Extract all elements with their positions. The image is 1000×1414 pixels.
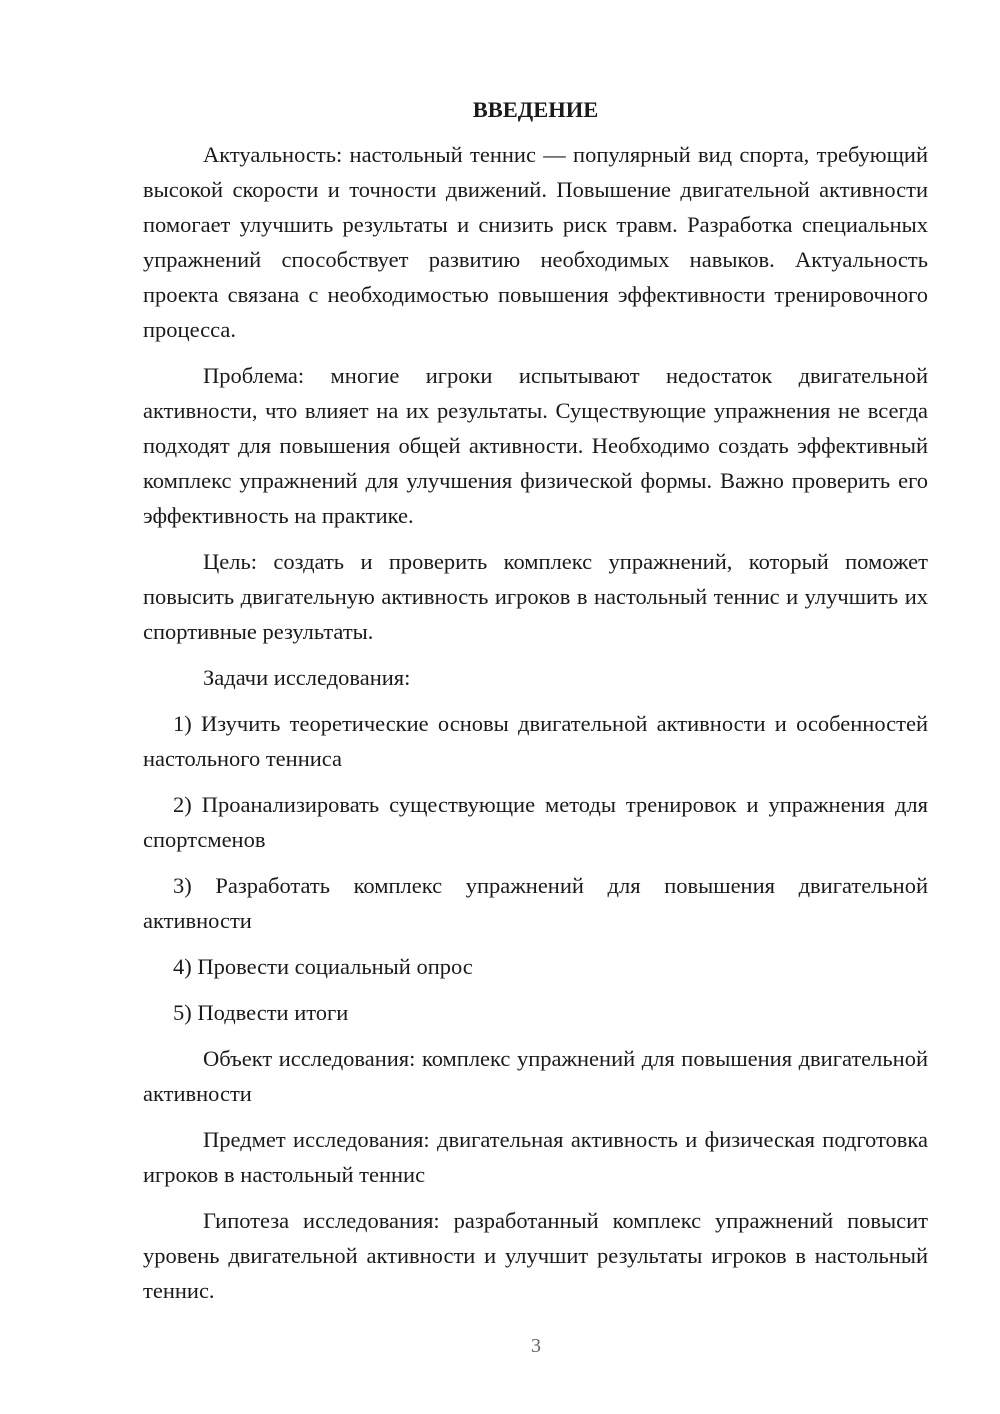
object-paragraph: Объект исследования: комплекс упражнений для повышения двигательной активности — [143, 1046, 928, 1106]
list-item: 3) Разработать комплекс упражнений для повышения двигательной активности — [143, 873, 928, 933]
relevance-paragraph: Актуальность: настольный теннис — популярный вид спорта, требующий высокой скорости и точности движений. Повышение двигательной активности помогает улучшить результаты и снизить риск травм. Разработка специальных упражнений способствует развитию необходимых навыков. Актуальность проекта связана с необходимостью повышения эффективности тренировочного процесса. — [143, 142, 928, 342]
page-number: 3 — [531, 1335, 541, 1357]
page-content — [143, 92, 928, 1319]
subject-paragraph: Предмет исследования: двигательная активность и физическая подготовка игроков в настольный теннис — [143, 1127, 928, 1187]
list-item: 4) Провести социальный опрос — [173, 954, 473, 979]
tasks-list — [143, 706, 928, 1030]
tasks-heading: Задачи исследования: — [203, 665, 411, 690]
page-title: ВВЕДЕНИЕ — [472, 97, 599, 122]
list-item: 2) Проанализировать существующие методы тренировок и упражнения для спортсменов — [143, 792, 928, 852]
list-item: 5) Подвести итоги — [173, 1000, 349, 1025]
goal-paragraph: Цель: создать и проверить комплекс упражнений, который поможет повысить двигательную активность игроков в настольный теннис и улучшить их спортивные результаты. — [143, 549, 928, 644]
hypothesis-paragraph: Гипотеза исследования: разработанный комплекс упражнений повысит уровень двигательной активности и улучшит результаты игроков в настольный теннис. — [143, 1208, 928, 1303]
problem-paragraph: Проблема: многие игроки испытывают недостаток двигательной активности, что влияет на их результаты. Существующие упражнения не всегда подходят для повышения общей активности. Необходимо создать эффективный комплекс упражнений для улучшения физической формы. Важно проверить его эффективность на практике. — [143, 363, 928, 528]
list-item: 1) Изучить теоретические основы двигательной активности и особенностей настольного тенниса — [143, 711, 928, 771]
